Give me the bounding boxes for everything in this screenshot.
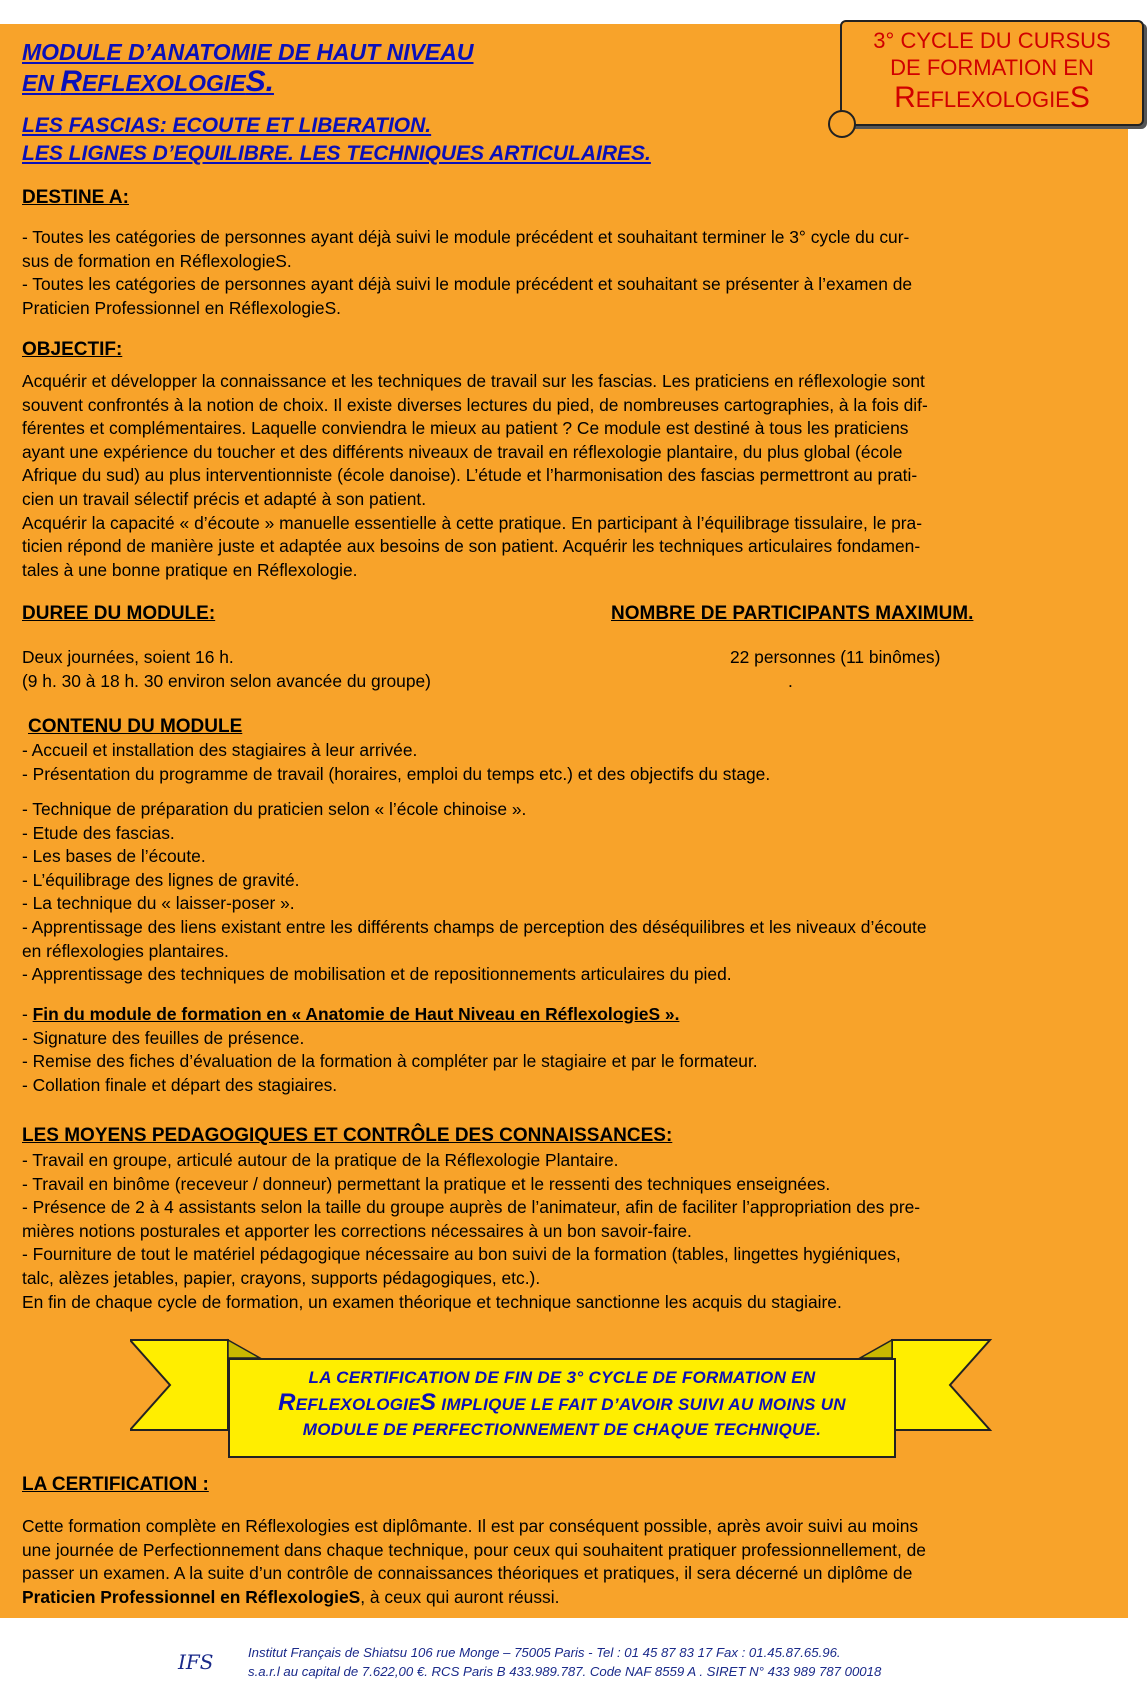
duree-line: Deux journées, soient 16 h. xyxy=(22,647,234,667)
subtitle-line-2: LES LIGNES D’EQUILIBRE. LES TECHNIQUES ARTICULAIRES. xyxy=(22,142,651,165)
certification-line: Cette formation complète en Réflexologies est diplômante. Il est par conséquent possible, après avoir suivi au moins xyxy=(22,1516,919,1536)
participants-section xyxy=(730,646,940,693)
objectif-line: cien un travail sélectif précis et adapté à son patient. xyxy=(22,488,427,509)
objectif-heading: OBJECTIF: xyxy=(22,339,123,360)
moyens-line: - Travail en binôme (receveur / donneur) permettant la pratique et le ressenti des techniques enseignées. xyxy=(22,1173,831,1194)
duree-heading: DUREE DU MODULE: xyxy=(22,603,216,624)
moyens-line: En fin de chaque cycle de formation, un examen théorique et technique sanctionne les acquis du stagiaire. xyxy=(22,1291,842,1312)
objectif-line: Acquérir et développer la connaissance et les techniques de travail sur les fascias. Les praticiens en réflexologie sont xyxy=(22,371,925,391)
certification-heading: LA CERTIFICATION : xyxy=(22,1474,209,1495)
contenu-group-3 xyxy=(22,1003,1100,1097)
objectif-line: ticien répond de manière juste et adaptée aux besoins de son patient. Acquérir les techniques articulaires fondamen- xyxy=(22,536,921,557)
contenu-item: - Présentation du programme de travail (horaires, emploi du temps etc.) et des objectifs du stage. xyxy=(22,763,771,784)
moyens-line: - Fourniture de tout le matériel pédagogique nécessaire au bon suivi de la formation (tables, lingettes hygiéniques, xyxy=(22,1244,901,1265)
destine-heading: DESTINE A: xyxy=(22,187,129,208)
scroll-curl-icon xyxy=(828,110,856,138)
footer-line-2: s.a.r.l au capital de 7.622,00 €. RCS Paris B 433.989.787. Code NAF 8559 A . SIRET N° 433 989 787 00018 xyxy=(248,1664,882,1679)
destine-line: sus de formation en RéflexologieS. xyxy=(22,250,292,271)
contenu-item: - Les bases de l’écoute. xyxy=(22,846,206,867)
cycle-banner xyxy=(840,20,1144,126)
certification-ribbon xyxy=(130,1330,1010,1460)
objectif-line: souvent confrontés à la notion de choix. Il existe diverses lectures du pied, de nombreuses cartographies, à la fois dif- xyxy=(22,394,928,415)
certification-line: Praticien Professionnel en RéflexologieS, à ceux qui auront réussi. xyxy=(22,1586,560,1607)
destine-line: Praticien Professionnel en RéflexologieS. xyxy=(22,297,342,318)
contenu-item: - Signature des feuilles de présence. xyxy=(22,1027,305,1048)
contenu-item: en réflexologies plantaires. xyxy=(22,940,229,961)
banner-line-3: REFLEXOLOGIES xyxy=(894,81,1090,114)
objectif-section xyxy=(22,370,1100,582)
participants-line: 22 personnes (11 binômes) xyxy=(730,647,941,667)
objectif-line: ayant une expérience du toucher et des différents niveaux de travail en réflexologie plantaire, du plus global (école xyxy=(22,441,903,462)
certification-line: une journée de Perfectionnement dans chaque technique, pour ceux qui souhaitent pratiquer professionnellement, de xyxy=(22,1539,926,1560)
contenu-item: - La technique du « laisser-poser ». xyxy=(22,893,295,914)
objectif-line: tales à une bonne pratique en Réflexologie. xyxy=(22,559,358,580)
contenu-item: - Etude des fascias. xyxy=(22,822,175,843)
ribbon-line-2: REFLEXOLOGIES IMPLIQUE LE FAIT D’AVOIR SUIVI AU MOINS UN xyxy=(278,1389,846,1416)
moyens-line: - Présence de 2 à 4 assistants selon la taille du groupe auprès de l’animateur, afin de faciliter l’appropriation des pre- xyxy=(22,1197,921,1218)
contenu-item: - Collation finale et départ des stagiaires. xyxy=(22,1074,338,1095)
certification-line: passer un examen. A la suite d’un contrôle de connaissances théoriques et pratiques, il sera décerné un diplôme de xyxy=(22,1563,913,1584)
title-line-1: MODULE D’ANATOMIE DE HAUT NIVEAU xyxy=(22,39,474,65)
ribbon-line-1: LA CERTIFICATION DE FIN DE 3° CYCLE DE FORMATION EN xyxy=(308,1368,816,1387)
contenu-item: - Remise des fiches d’évaluation de la formation à compléter par le stagiaire et par le formateur. xyxy=(22,1051,758,1072)
participants-line: . xyxy=(788,670,793,691)
banner-line-1: 3° CYCLE DU CURSUS xyxy=(873,28,1111,53)
moyens-heading: LES MOYENS PEDAGOGIQUES ET CONTRÔLE DES CONNAISSANCES: xyxy=(22,1125,673,1146)
page-subtitle xyxy=(22,112,651,168)
destine-line: - Toutes les catégories de personnes ayant déjà suivi le module précédent et souhaitant se présenter à l’examen de xyxy=(22,274,913,295)
participants-heading: NOMBRE DE PARTICIPANTS MAXIMUM. xyxy=(611,603,974,624)
footer-line-1: Institut Français de Shiatsu 106 rue Monge – 75005 Paris - Tel : 01 45 87 83 17 Fax : 01.45.87.65.96. xyxy=(248,1645,841,1660)
contenu-heading: CONTENU DU MODULE xyxy=(28,716,243,737)
moyens-line: - Travail en groupe, articulé autour de la pratique de la Réflexologie Plantaire. xyxy=(22,1150,619,1170)
institute-logo: IFS xyxy=(178,1650,214,1674)
objectif-line: férentes et complémentaires. Laquelle conviendra le mieux au patient ? Ce module est destiné à tous les praticiens xyxy=(22,418,909,439)
destine-section xyxy=(22,226,1100,320)
objectif-line: Acquérir la capacité « d’écoute » manuelle essentielle à cette pratique. En participant à l’équilibrage tissulaire, le pra- xyxy=(22,512,922,533)
contenu-group-2 xyxy=(22,798,1100,987)
page-title xyxy=(22,38,474,97)
contenu-fin-item: - Fin du module de formation en « Anatomie de Haut Niveau en RéflexologieS ». xyxy=(22,1004,680,1024)
duree-section xyxy=(22,646,431,693)
objectif-line: Afrique du sud) au plus interventionniste (école danoise). L’étude et l’harmonisation des fascias permettront au prati- xyxy=(22,465,918,486)
contenu-item: - Accueil et installation des stagiaires à leur arrivée. xyxy=(22,740,418,760)
ribbon-line-3: MODULE DE PERFECTIONNEMENT DE CHAQUE TECHNIQUE. xyxy=(302,1420,822,1439)
contenu-item: - Apprentissage des liens existant entre les différents champs de perception des déséquilibres et les niveaux d’écoute xyxy=(22,916,927,937)
subtitle-line-1: LES FASCIAS: ECOUTE ET LIBERATION. xyxy=(22,114,432,137)
title-line-2: EN REFLEXOLOGIES. xyxy=(22,65,274,98)
contenu-item: - Technique de préparation du praticien selon « l’école chinoise ». xyxy=(22,799,527,819)
duree-line: (9 h. 30 à 18 h. 30 environ selon avancée du groupe) xyxy=(22,670,431,691)
moyens-line: talc, alèzes jetables, papier, crayons, supports pédagogiques, etc.). xyxy=(22,1267,541,1288)
contenu-item: - L’équilibrage des lignes de gravité. xyxy=(22,869,300,890)
destine-line: - Toutes les catégories de personnes ayant déjà suivi le module précédent et souhaitant terminer le 3° cycle du cur- xyxy=(22,227,910,247)
moyens-section xyxy=(22,1149,1100,1314)
contenu-item: - Apprentissage des techniques de mobilisation et de repositionnements articulaires du pied. xyxy=(22,964,732,985)
footer xyxy=(248,1643,881,1681)
ribbon-box xyxy=(228,1358,896,1458)
certification-section xyxy=(22,1515,1100,1609)
banner-line-2: DE FORMATION EN xyxy=(890,55,1094,80)
moyens-line: mières notions posturales et apporter les corrections nécessaires à un bon savoir-faire. xyxy=(22,1220,692,1241)
contenu-group-1 xyxy=(22,739,1100,786)
